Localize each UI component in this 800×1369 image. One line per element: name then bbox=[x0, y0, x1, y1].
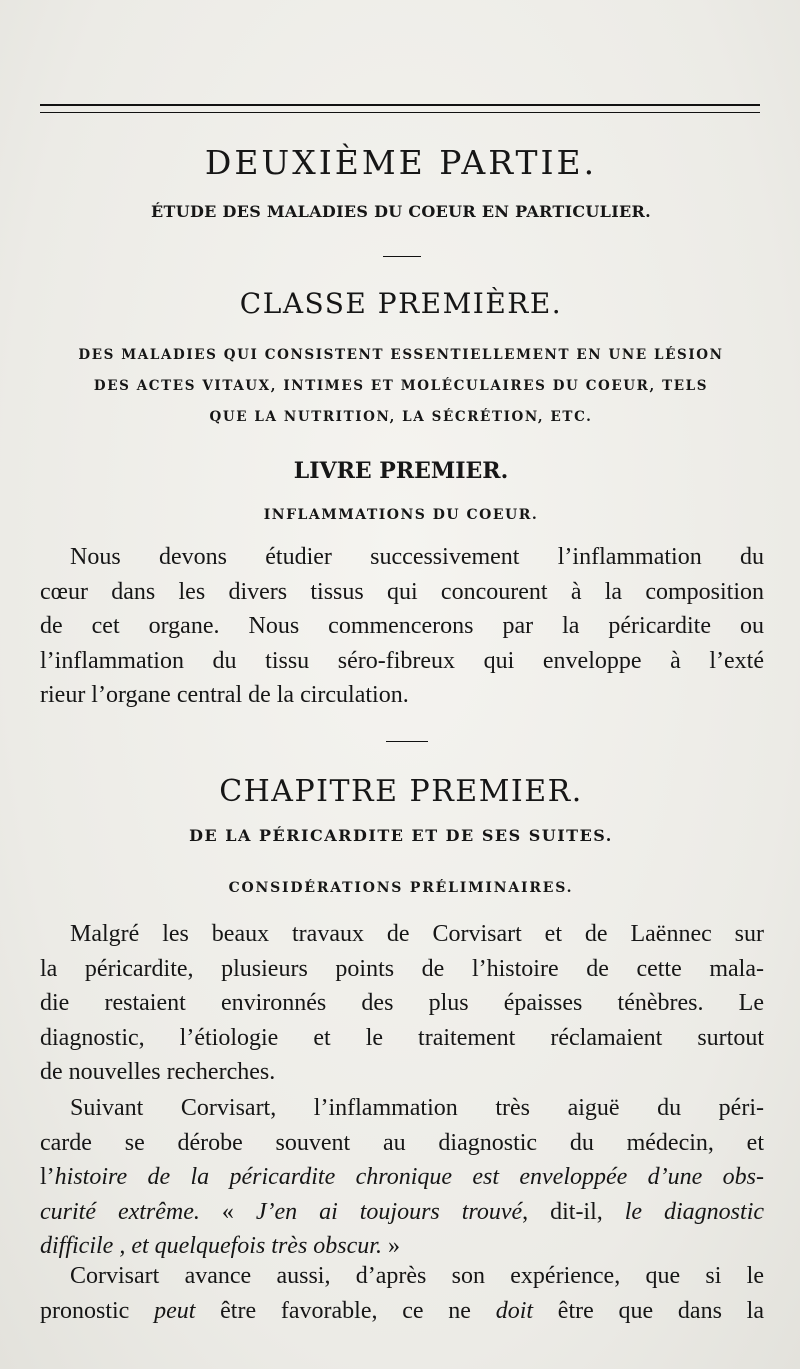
text-run: pronostic bbox=[40, 1297, 155, 1324]
text-run: , dit-il, bbox=[522, 1198, 625, 1225]
text-line: Nous devons étudier successivement l’inflammation du bbox=[70, 544, 764, 570]
italic-run: difficile , et quelquefois très obscur. bbox=[40, 1233, 382, 1259]
classe-description bbox=[40, 340, 762, 433]
italic-run: J’en ai toujours trouvé bbox=[255, 1198, 523, 1225]
paragraph bbox=[40, 1259, 764, 1328]
paragraph bbox=[40, 917, 764, 1090]
text-line: de nouvelles recherches. bbox=[40, 1059, 276, 1085]
header-double-rule bbox=[40, 104, 760, 113]
text-line: l’inflammation du tissu séro-fibreux qui enveloppe à l’exté bbox=[40, 647, 764, 674]
text-run: être favorable, ce ne bbox=[195, 1297, 496, 1324]
text-line: la péricardite, plusieurs points de l’histoire de cette mala- bbox=[40, 955, 764, 982]
chapter-subtitle: DE LA PÉRICARDITE ET DE SES SUITES. bbox=[189, 826, 613, 845]
italic-run: curité extrême. bbox=[40, 1198, 200, 1225]
classe-desc-line: DES MALADIES QUI CONSISTENT ESSENTIELLEMENT EN UNE LÉSION bbox=[78, 347, 724, 363]
italic-run: histoire de la péricardite chronique est enveloppée d’une obs- bbox=[54, 1164, 764, 1190]
text-line bbox=[40, 1195, 764, 1230]
text-line: diagnostic, l’étiologie et le traitement réclamaient surtout bbox=[40, 1024, 764, 1051]
text-run: « bbox=[199, 1198, 256, 1225]
livre-subtitle: INFLAMMATIONS DU COEUR. bbox=[263, 507, 539, 523]
text-line: rieur l’organe central de la circulation. bbox=[40, 682, 409, 708]
chapter-title: CHAPITRE PREMIER. bbox=[219, 774, 583, 809]
livre-title: LIVRE PREMIER. bbox=[293, 458, 509, 484]
text-line: Corvisart avance aussi, d’après son expérience, que si le bbox=[70, 1263, 764, 1289]
italic-run: le diagnostic bbox=[624, 1198, 765, 1225]
text-line bbox=[40, 1160, 764, 1195]
section-divider bbox=[383, 256, 421, 257]
text-run: l’ bbox=[40, 1164, 55, 1190]
section-divider bbox=[386, 741, 428, 742]
text-line: carde se dérobe souvent au diagnostic du médecin, et bbox=[40, 1129, 764, 1156]
text-line bbox=[40, 1294, 764, 1329]
section-heading: CONSIDÉRATIONS PRÉLIMINAIRES. bbox=[228, 880, 574, 896]
classe-desc-line: DES ACTES VITAUX, INTIMES ET MOLÉCULAIRES DU COEUR, TELS bbox=[93, 378, 709, 394]
text-line: Malgré les beaux travaux de Corvisart et de Laënnec sur bbox=[70, 921, 764, 947]
text-line: Suivant Corvisart, l’inflammation très aiguë du péri- bbox=[70, 1095, 764, 1121]
intro-paragraph bbox=[40, 540, 764, 713]
part-subtitle: ÉTUDE DES MALADIES DU COEUR EN PARTICULIER. bbox=[151, 202, 651, 221]
paragraph bbox=[40, 1091, 764, 1264]
text-line: cœur dans les divers tissus qui concourent à la composition bbox=[40, 578, 764, 605]
text-line: de cet organe. Nous commencerons par la péricardite ou bbox=[40, 613, 764, 639]
italic-run: peut bbox=[154, 1297, 196, 1324]
classe-desc-line: QUE LA NUTRITION, LA SÉCRÉTION, ETC. bbox=[209, 409, 593, 425]
text-run: » bbox=[381, 1233, 400, 1259]
text-run: être que dans la bbox=[533, 1297, 764, 1324]
classe-title: CLASSE PREMIÈRE. bbox=[239, 287, 563, 320]
part-title: DEUXIÈME PARTIE. bbox=[204, 143, 598, 182]
text-line: die restaient environnés des plus épaisses ténèbres. Le bbox=[40, 990, 764, 1016]
italic-run: doit bbox=[495, 1297, 534, 1324]
